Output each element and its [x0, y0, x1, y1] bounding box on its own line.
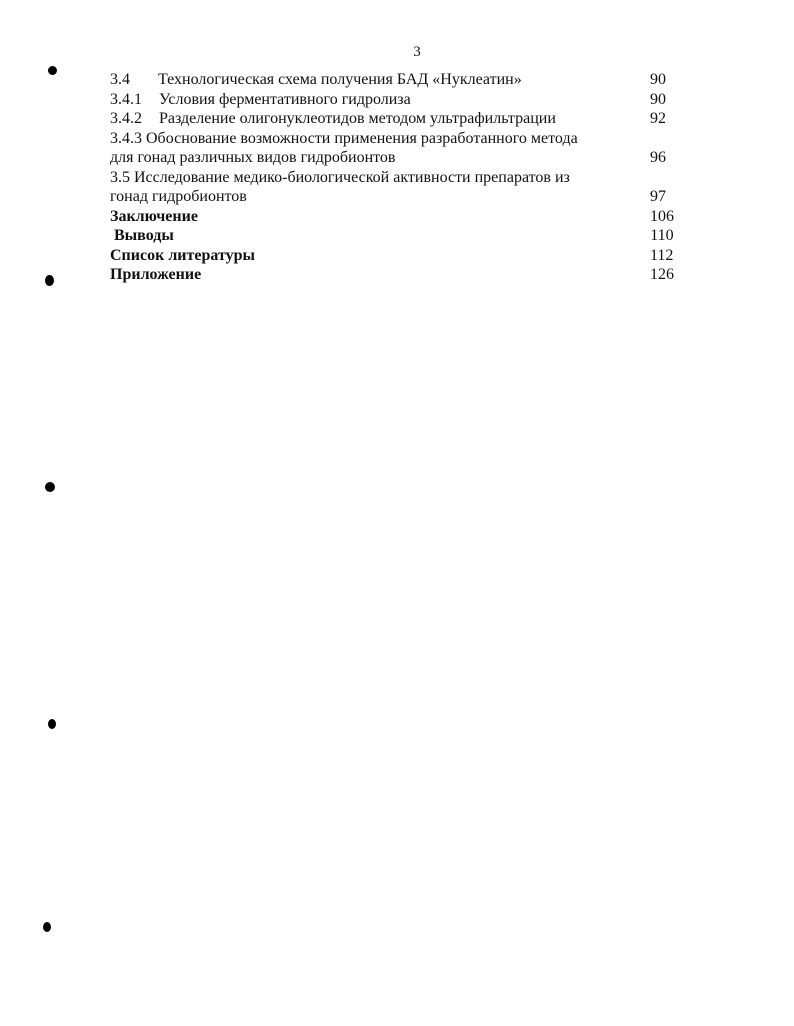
toc-entry-title: Приложение [110, 266, 202, 283]
toc-entry-page: 90 [650, 90, 666, 108]
toc-entry-title: Технологическая схема получения БАД «Нуклеатин» [158, 71, 522, 88]
table-of-contents [110, 70, 685, 285]
punch-hole-mark [48, 66, 57, 75]
toc-entry-title: Список литературы [110, 246, 255, 264]
toc-entry-page: 112 [650, 246, 674, 264]
toc-entry-3-5 [110, 168, 685, 207]
toc-entry-page: 90 [650, 71, 666, 88]
toc-entry-title: Заключение [110, 207, 198, 225]
toc-entry-3-4-3 [110, 129, 685, 168]
toc-entry-references [110, 246, 685, 266]
toc-entry-page: 106 [650, 207, 674, 225]
toc-entry-title-line-2: гонад гидробионтов [110, 188, 247, 205]
toc-entry-title: Разделение олигонуклеотидов методом ультрафильтрации [159, 110, 556, 127]
toc-entry-page: 96 [650, 149, 666, 166]
toc-entry-title-line-2: для гонад различных видов гидробионтов [110, 149, 396, 166]
punch-hole-mark [43, 922, 51, 932]
toc-entry-title-line-1: 3.5 Исследование медико-биологической активности препаратов из [110, 168, 570, 186]
toc-entry-appendix [110, 265, 685, 285]
toc-entry-title: Выводы [114, 227, 174, 244]
toc-entry-number: 3.4.2 [110, 110, 142, 127]
toc-entry-number: 3.4 [110, 71, 130, 88]
toc-entry-title-line-1: 3.4.3 Обоснование возможности применения разработанного метода [110, 129, 578, 147]
toc-entry-3-4-2 [110, 109, 685, 129]
page-number: 3 [413, 44, 421, 60]
toc-entry-page: 110 [650, 227, 674, 244]
toc-entry-number: 3.4.1 [110, 90, 142, 108]
toc-entry-3-4 [110, 70, 685, 90]
toc-entry-page: 92 [650, 110, 666, 127]
toc-entry-page: 97 [650, 188, 666, 205]
punch-hole-mark [45, 482, 55, 492]
punch-hole-mark [45, 275, 54, 286]
punch-hole-mark [48, 719, 56, 729]
toc-entry-title: Условия ферментативного гидролиза [159, 90, 411, 108]
toc-entry-page: 126 [650, 266, 674, 283]
toc-entry-3-4-1 [110, 90, 685, 110]
toc-entry-findings [110, 226, 685, 246]
toc-entry-conclusion [110, 207, 685, 227]
